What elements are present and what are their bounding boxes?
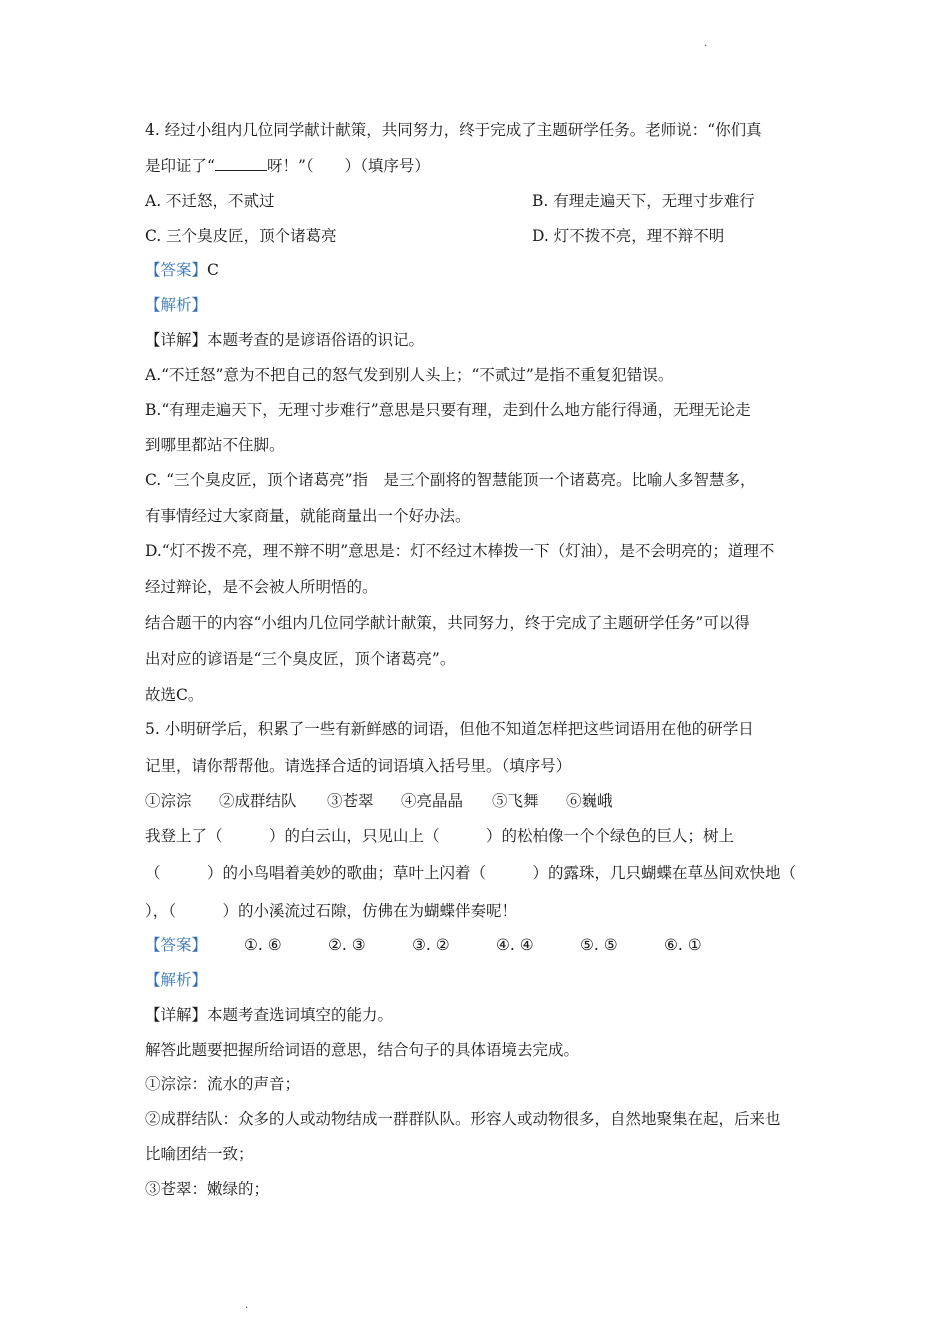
q4-explain-b1: B.“有理走遍天下，无理寸步难行”意思是只要有理，走到什么地方能行得通，无理无论走 xyxy=(145,401,751,419)
q4-option-d: D. 灯不拨不亮，理不辩不明 xyxy=(532,227,725,245)
q5-answer-6: ⑥. ① xyxy=(664,936,702,954)
q4-answer: C xyxy=(207,261,219,279)
q5-word-6: ⑥巍峨 xyxy=(566,792,613,810)
q5-stem-line2: 记里，请你帮帮他。请选择合适的词语填入括号里。（填序号） xyxy=(145,757,572,775)
q5-text-line3: ），（ ）的小溪流过石隙，仿佛在为蝴蝶伴奏呢！ xyxy=(145,902,518,920)
q4-stem-line1: 4. 经过小组内几位同学献计献策，共同努力，终于完成了主题研学任务。老师说：“你们真 xyxy=(145,121,762,139)
q5-text-line1: 我登上了（ ）的白云山，只见山上（ ）的松柏像一个个绿色的巨人；树上 xyxy=(145,827,735,845)
q4-summary-2: 出对应的谚语是“三个臭皮匠，顶个诸葛亮”。 xyxy=(145,650,456,668)
q5-word-4: ④亮晶晶 xyxy=(401,792,464,810)
q5-word-5: ⑤飞舞 xyxy=(492,792,539,810)
q4-explain-a: A.“不迁怒”意为不把自己的怒气发到别人头上；“不贰过”是指不重复犯错误。 xyxy=(145,366,674,384)
q4-option-a: A. 不迁怒，不贰过 xyxy=(145,192,275,210)
q4-detail: 本题考查的是谚语俗语的识记。 xyxy=(207,331,425,349)
q5-answer-5: ⑤. ⑤ xyxy=(580,936,618,954)
q5-answer-3: ③. ② xyxy=(412,936,450,954)
q5-explain-2: ①淙淙：流水的声音； xyxy=(145,1075,301,1093)
q4-stem-pre: 是印证了“ xyxy=(145,157,215,175)
q5-word-3: ③苍翠 xyxy=(327,792,374,810)
q4-explain-b2: 到哪里都站不住脚。 xyxy=(145,436,285,454)
q5-word-list xyxy=(145,791,613,811)
q5-detail-tag: 【详解】 xyxy=(145,1006,208,1024)
q5-answer-line xyxy=(145,935,702,955)
q5-word-1: ①淙淙 xyxy=(145,792,192,810)
q5-answer-1: ①. ⑥ xyxy=(244,936,282,954)
q5-text-line2: （ ）的小鸟唱着美妙的歌曲；草叶上闪着（ ）的露珠，几只蝴蝶在草丛间欢快地（ xyxy=(145,864,797,882)
q5-explain-3: ②成群结队：众多的人或动物结成一群群队队。形容人或动物很多，自然地聚集在起，后来也 xyxy=(145,1110,781,1128)
q5-explain-4: 比喻团结一致； xyxy=(145,1145,254,1163)
q5-answer-4: ④. ④ xyxy=(496,936,534,954)
q4-explain-c1: C. “三个臭皮匠，顶个诸葛亮”指 是三个副将的智慧能顶一个诸葛亮。比喻人多智慧多， xyxy=(145,471,756,489)
q5-explain-5: ③苍翠：嫩绿的； xyxy=(145,1180,270,1198)
q5-stem-line1: 5. 小明研学后，积累了一些有新鲜感的词语，但他不知道怎样把这些词语用在他的研学日 xyxy=(145,720,754,738)
q4-detail-tag: 【详解】 xyxy=(145,331,208,349)
q4-explain-d2: 经过辩论，是不会被人所明悟的。 xyxy=(145,578,378,596)
q5-answer-2: ②. ③ xyxy=(328,936,366,954)
q5-detail: 本题考查选词填空的能力。 xyxy=(207,1006,394,1024)
q4-explain-d1: D.“灯不拨不亮，理不辩不明”意思是：灯不经过木棒拨一下（灯油），是不会明亮的；道理不 xyxy=(145,542,775,560)
q4-fill-blank xyxy=(215,156,267,171)
q4-option-b: B. 有理走遍天下，无理寸步难行 xyxy=(532,192,755,210)
q4-answer-line xyxy=(145,260,219,280)
q5-explain-1: 解答此题要把握所给词语的意思，结合句子的具体语境去完成。 xyxy=(145,1041,580,1059)
q4-stem-post: 呀！”（ ）（填序号） xyxy=(266,157,430,175)
q4-answer-tag: 【答案】 xyxy=(145,261,208,279)
page-dot-top: . xyxy=(704,38,708,49)
page-dot-bottom: . xyxy=(245,1300,249,1311)
q4-analysis-tag: 【解析】 xyxy=(145,296,208,314)
q5-analysis-tag: 【解析】 xyxy=(145,971,208,989)
q4-conclusion: 故选C。 xyxy=(145,686,204,704)
q5-answer-tag: 【答案】 xyxy=(145,936,208,954)
q5-word-2: ②成群结队 xyxy=(219,792,297,810)
q4-explain-c2: 有事情经过大家商量，就能商量出一个好办法。 xyxy=(145,507,471,525)
q4-option-c: C. 三个臭皮匠，顶个诸葛亮 xyxy=(145,227,337,245)
q4-stem-line2 xyxy=(145,156,430,176)
q4-detail-line xyxy=(145,330,424,350)
q5-detail-line xyxy=(145,1005,393,1025)
q4-summary-1: 结合题干的内容“小组内几位同学献计献策，共同努力，终于完成了主题研学任务”可以得 xyxy=(145,614,750,632)
